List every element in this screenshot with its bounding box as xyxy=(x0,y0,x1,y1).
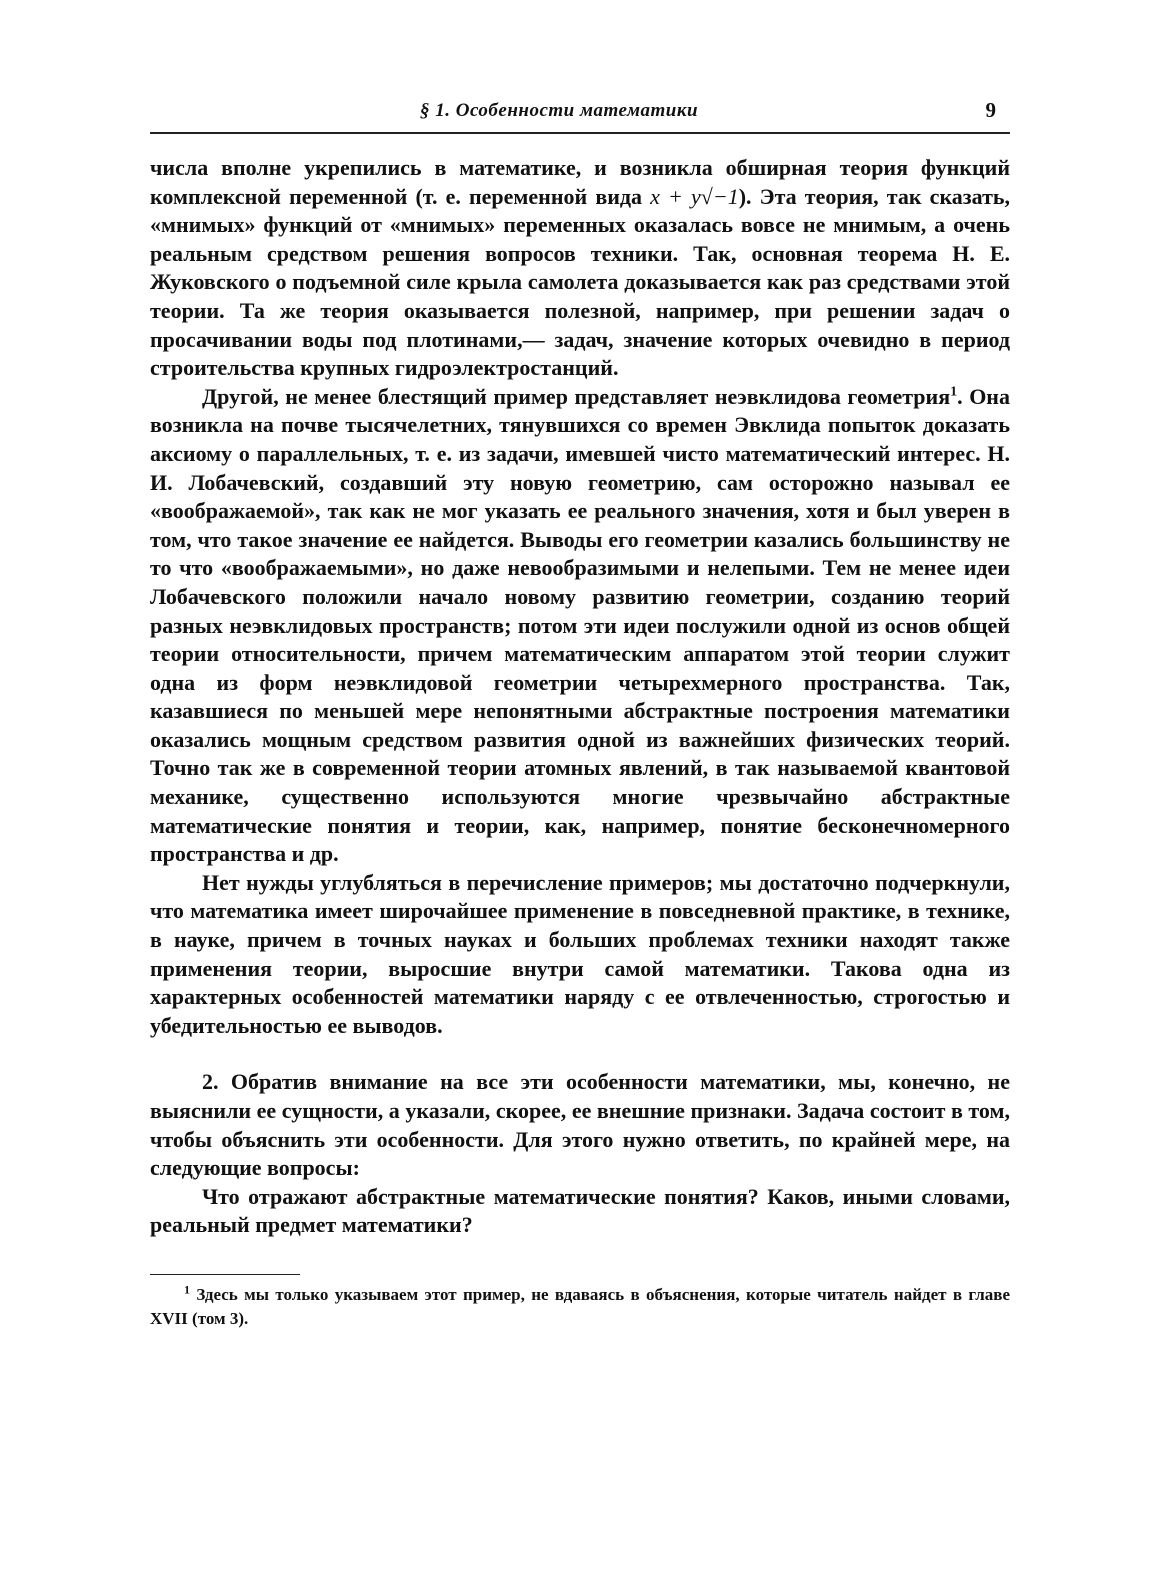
paragraph-text: Что отражают абстрактные математические понятия? Каков, иными словами, реальный предмет математики? xyxy=(150,1183,1010,1238)
paragraph-question xyxy=(150,1183,1010,1240)
footnote xyxy=(150,1283,1010,1331)
running-head xyxy=(150,92,1010,134)
paragraph-complex-functions xyxy=(150,154,1010,383)
paragraph-text: Нет нужды углубляться в перечисление примеров; мы достаточно подчеркнули, что математика имеет широчайшее применение в повседневной практике, в технике, в науке, причем в точных науках и больших проблемах техники находят также применения теории, выросшие внутри самой математики. Такова одна из характерных особенностей математики наряду с ее отвлеченностью, строгостью и убедительностью ее выводов. xyxy=(150,869,1010,1038)
paragraph-text: . Она возникла на почве тысячелетних, тянувшихся со времен Эвклида попыток доказать аксиому о параллельных, т. е. из задачи, имевшей чисто математический интерес. Н. И. Лобачевский, создавший эту новую геометрию, сам осторожно называл ее «воображаемой», так как не мог указать ее реального значения, хотя и был уверен в том, что такое значение ее найдется. Выводы его геометрии казались большинству не то что «воображаемыми», но даже невообразимыми и нелепыми. Тем не менее идеи Лобачевского положили начало новому развитию геометрии, созданию теорий разных неэвклидовых пространств; потом эти идеи послужили одной из основ общей теории относительности, причем математическим аппаратом этой теории служит одна из форм неэвклидовой геометрии четырехмерного пространства. Так, казавшиеся по меньшей мере непонятными абстрактные построения математики оказались мощным средством развития одной из важнейших физических теорий. Точно так же в современной теории атомных явлений, в так называемой квантовой механике, существенно используются многие чрезвычайно абстрактные математические понятия и теории, как, например, понятие бесконечномерного пространства и др. xyxy=(150,383,1010,867)
paragraph-text: 2. Обратив внимание на все эти особенности математики, мы, конечно, не выяснили ее сущности, а указали, скорее, ее внешние признаки. Задача состоит в том, чтобы объяснить эти особенности. Для этого нужно ответить, по крайней мере, на следующие вопросы: xyxy=(150,1069,1010,1181)
formula: x + y√−1 xyxy=(650,183,739,209)
footnote-divider xyxy=(150,1274,300,1275)
footnote-text: Здесь мы только указываем этот пример, не вдаваясь в объяснения, которые читатель найдет в главе XVII (том 3). xyxy=(150,1284,1010,1328)
running-title: § 1. Особенности математики xyxy=(420,100,699,121)
page-number: 9 xyxy=(985,98,996,122)
footnote-reference: 1 xyxy=(950,384,958,400)
paragraph-non-euclidean xyxy=(150,383,1010,869)
paragraph-text: числа вполне укрепились в математике, и возникла обширная теория функций комплексной переменной (т. е. переменной вида xyxy=(150,155,1010,209)
paragraph-text: Другой, не менее блестящий пример представляет неэвклидова геометрия xyxy=(202,383,951,409)
book-page xyxy=(150,92,1010,1552)
paragraph-section-2 xyxy=(150,1068,1010,1182)
body-text xyxy=(150,154,1010,1240)
paragraph-text: ). Эта теория, так сказать, «мнимых» функций от «мнимых» переменных оказалась вовсе не мнимым, а очень реальным средством решения вопросов техники. Так, основная теорема Н. Е. Жуковского о подъемной силе крыла самолета доказывается как раз средствами этой теории. Та же теория оказывается полезной, например, при решении задач о просачивании воды под плотинами,— задач, значение которых очевидно в период строительства крупных гидроэлектростанций. xyxy=(150,183,1011,381)
paragraph-applications xyxy=(150,869,1010,1041)
footnote-mark: 1 xyxy=(184,1282,190,1297)
